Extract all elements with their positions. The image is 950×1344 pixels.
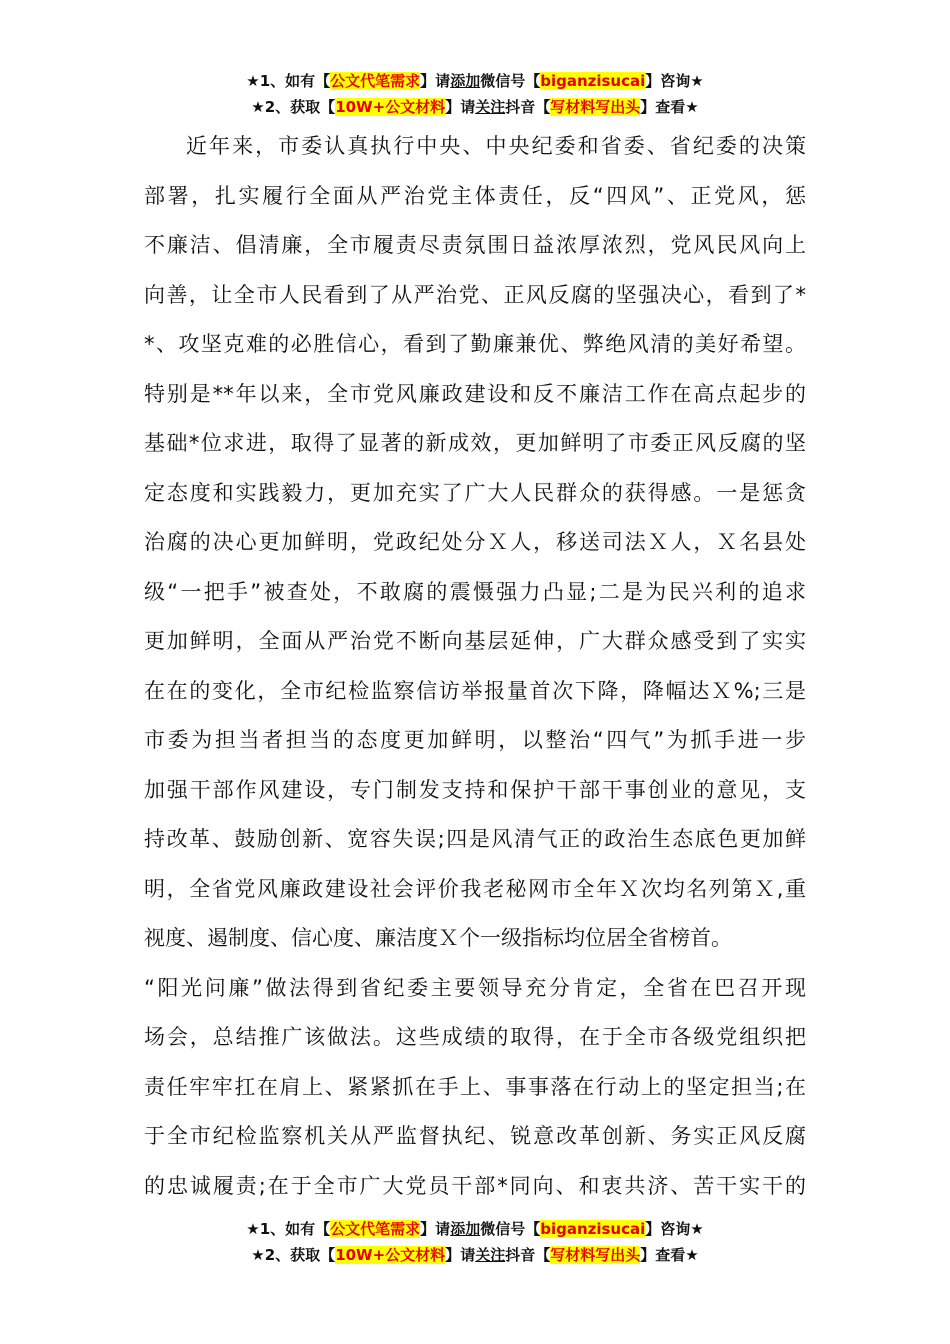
underlined-word: 添加: [450, 72, 481, 90]
highlight-materials: 10W+公文材料: [335, 1246, 446, 1264]
highlight-service: 公文代笔需求: [330, 72, 421, 90]
banner-text: ★1、如有【: [246, 72, 331, 90]
footer-banner-line-2: [0, 1242, 950, 1268]
banner-text: 】请: [445, 1246, 476, 1264]
highlight-wechat-id: biganzisucai: [540, 72, 646, 90]
body-line: 更加鲜明，全面从严治党不断向基层延伸，广大群众感受到了实实: [144, 629, 806, 653]
body-line: “阳光问廉”做法得到省纪委主要领导充分肯定，全省在巴召开现: [144, 975, 806, 1000]
body-line: 市委为担当者担当的态度更加鲜明，以整治“四气”为抓手进一步: [144, 728, 806, 752]
body-line: 加强干部作风建设，专门制发支持和保护干部干事创业的意见，支: [144, 777, 806, 802]
header-banner: [0, 68, 950, 120]
body-line: 近年来，市委认真执行中央、中央纪委和省委、省纪委的决策: [186, 134, 806, 158]
highlight-douyin-account: 写材料写出头: [550, 98, 641, 116]
body-line: 视度、遏制度、信心度、廉洁度Ｘ个一级指标均位居全省榜首。: [144, 926, 732, 950]
underlined-word: 关注: [475, 1246, 506, 1264]
banner-text: 抖音【: [505, 98, 551, 116]
banner-text: 】咨询★: [645, 1220, 704, 1238]
banner-text: ★2、获取【: [251, 1246, 336, 1264]
body-line: 明，全省党风廉政建设社会评价我老秘网市全年Ｘ次均名列第Ｘ,重: [144, 876, 806, 901]
banner-text: 抖音【: [505, 1246, 551, 1264]
body-line: 特别是**年以来，全市党风廉政建设和反不廉洁工作在高点起步的: [144, 381, 806, 406]
body-line: *、攻坚克难的必胜信心，看到了勤廉兼优、弊绝风清的美好希望。: [144, 332, 806, 356]
body-line: 的忠诚履责;在于全市广大党员干部*同向、和衷共济、苦干实干的: [144, 1173, 806, 1198]
banner-text: 】查看★: [640, 98, 699, 116]
highlight-materials: 10W+公文材料: [335, 98, 446, 116]
banner-text: ★2、获取【: [251, 98, 336, 116]
banner-text: 】请: [420, 1220, 451, 1238]
body-line: 基础*位求进，取得了显著的新成效，更加鲜明了市委正风反腐的坚: [144, 431, 806, 455]
header-banner-line-1: [0, 68, 950, 94]
banner-text: 】请: [445, 98, 476, 116]
underlined-word: 添加: [450, 1220, 481, 1238]
body-line: 级“一把手”被查处，不敢腐的震慑强力凸显;二是为民兴利的追求: [144, 579, 806, 604]
banner-text: 】请: [420, 72, 451, 90]
banner-text: 微信号【: [480, 1220, 541, 1238]
banner-text: 微信号【: [480, 72, 541, 90]
body-line: 定态度和实践毅力，更加充实了广大人民群众的获得感。一是惩贪: [144, 480, 806, 505]
body-line: 治腐的决心更加鲜明，党政纪处分Ｘ人，移送司法Ｘ人，Ｘ名县处: [144, 530, 806, 554]
footer-banner: [0, 1216, 950, 1268]
highlight-douyin-account: 写材料写出头: [550, 1246, 641, 1264]
body-line: 责任牢牢扛在肩上、紧紧抓在手上、事事落在行动上的坚定担当;在: [144, 1074, 806, 1099]
banner-text: ★1、如有【: [246, 1220, 331, 1238]
body-line: 在在的变化，全市纪检监察信访举报量首次下降，降幅达Ｘ%;三是: [144, 678, 806, 703]
body-line: 场会，总结推广该做法。这些成绩的取得，在于全市各级党组织把: [144, 1025, 806, 1049]
body-line: 持改革、鼓励创新、宽容失误;四是风清气正的政治生态底色更加鲜: [144, 827, 806, 851]
underlined-word: 关注: [475, 98, 506, 116]
body-line: 部署，扎实履行全面从严治党主体责任，反“四风”、正党风，惩: [144, 183, 806, 208]
footer-banner-line-1: [0, 1216, 950, 1242]
highlight-service: 公文代笔需求: [330, 1220, 421, 1238]
header-banner-line-2: [0, 94, 950, 120]
banner-text: 】咨询★: [645, 72, 704, 90]
banner-text: 】查看★: [640, 1246, 699, 1264]
body-line: 于全市纪检监察机关从严监督执纪、锐意改革创新、务实正风反腐: [144, 1124, 806, 1148]
highlight-wechat-id: biganzisucai: [540, 1220, 646, 1238]
body-line: 向善，让全市人民看到了从严治党、正风反腐的坚强决心，看到了*: [144, 282, 806, 307]
document-body: [144, 122, 806, 1211]
body-line: 不廉洁、倡清廉，全市履责尽责氛围日益浓厚浓烈，党风民风向上: [144, 233, 806, 257]
